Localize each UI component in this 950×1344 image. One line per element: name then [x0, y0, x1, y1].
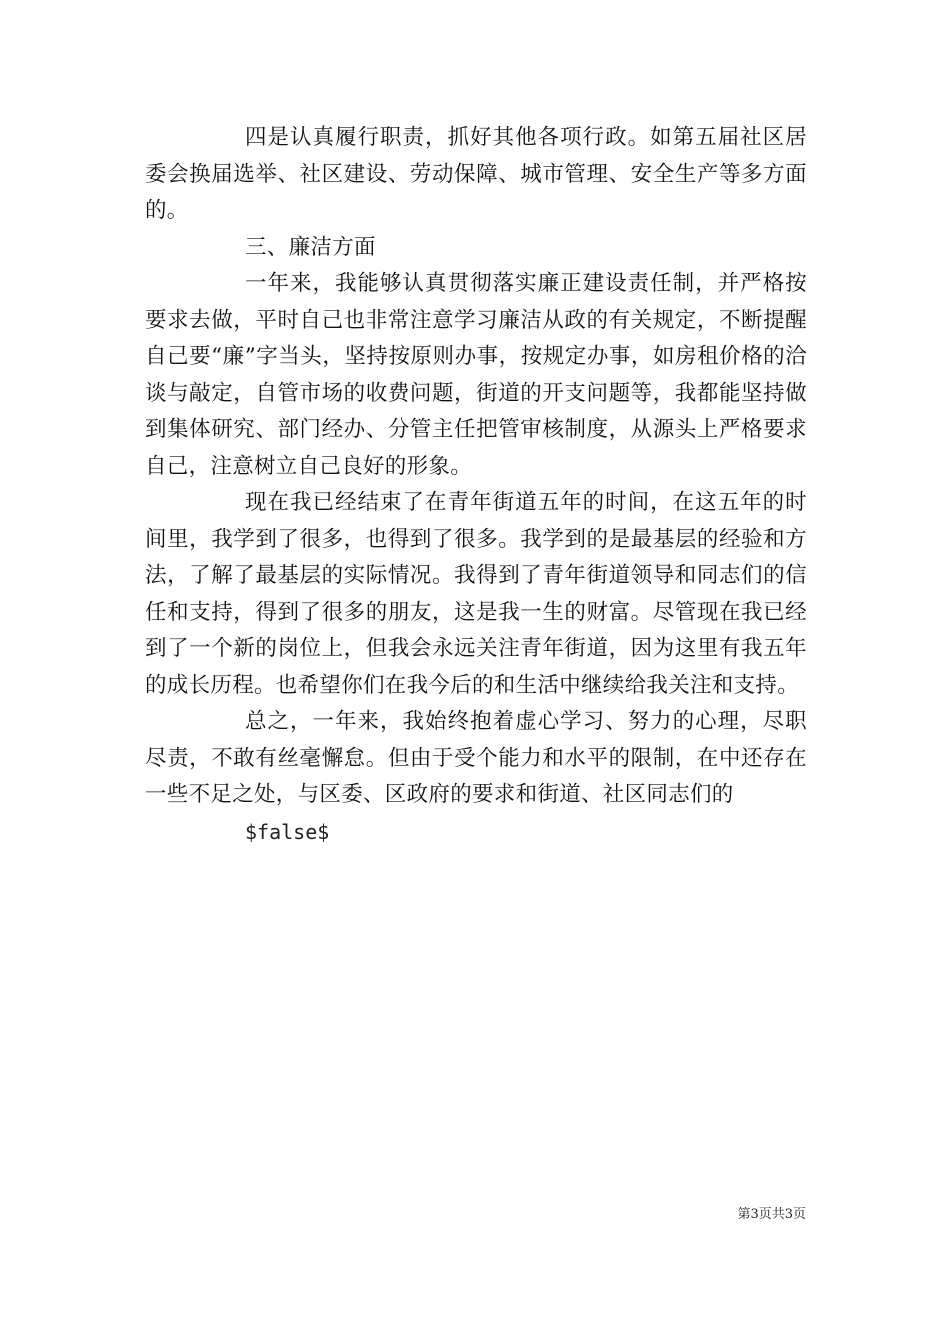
section-heading-integrity: 三、廉洁方面	[245, 234, 376, 260]
paragraph-integrity: 一年来，我能够认真贯彻落实廉正建设责任制，并严格按要求去做，平时自己也非常注意学习廉洁从政的有关规定，不断提醒自己要“廉”字当头，坚持按原则办事，按规定办事，如房租价格的洽谈与敲定，自管市场的收费问题，街道的开支问题等，我都能坚持做到集体研究、部门经办、分管主任把管审核制度，从源头上严格要求自己，注意树立自己良好的形象。	[145, 271, 807, 479]
page-number-footer: 第3页共3页	[737, 1207, 806, 1222]
paragraph-summary: 总之，一年来，我始终抱着虚心学习、努力的心理，尽职尽责，不敢有丝毫懈怠。但由于受个能力和水平的限制，在中还存在一些不足之处，与区委、区政府的要求和街道、社区同志们的	[145, 709, 807, 807]
paragraph-duties: 四是认真履行职责，抓好其他各项行政。如第五届社区居委会换届选举、社区建设、劳动保障、城市管理、安全生产等多方面的。	[145, 125, 807, 223]
paragraph-reflection: 现在我已经结束了在青年街道五年的时间，在这五年的时间里，我学到了很多，也得到了很多。我学到的是最基层的经验和方法，了解了最基层的实际情况。我得到了青年街道领导和同志们的信任和支持，得到了很多的朋友，这是我一生的财富。尽管现在我已经到了一个新的岗位上，但我会永远关注青年街道，因为这里有我五年的成长历程。也希望你们在我今后的和生活中继续给我关注和支持。	[145, 490, 807, 698]
template-placeholder: $false$	[245, 819, 330, 844]
document-body	[145, 120, 807, 850]
